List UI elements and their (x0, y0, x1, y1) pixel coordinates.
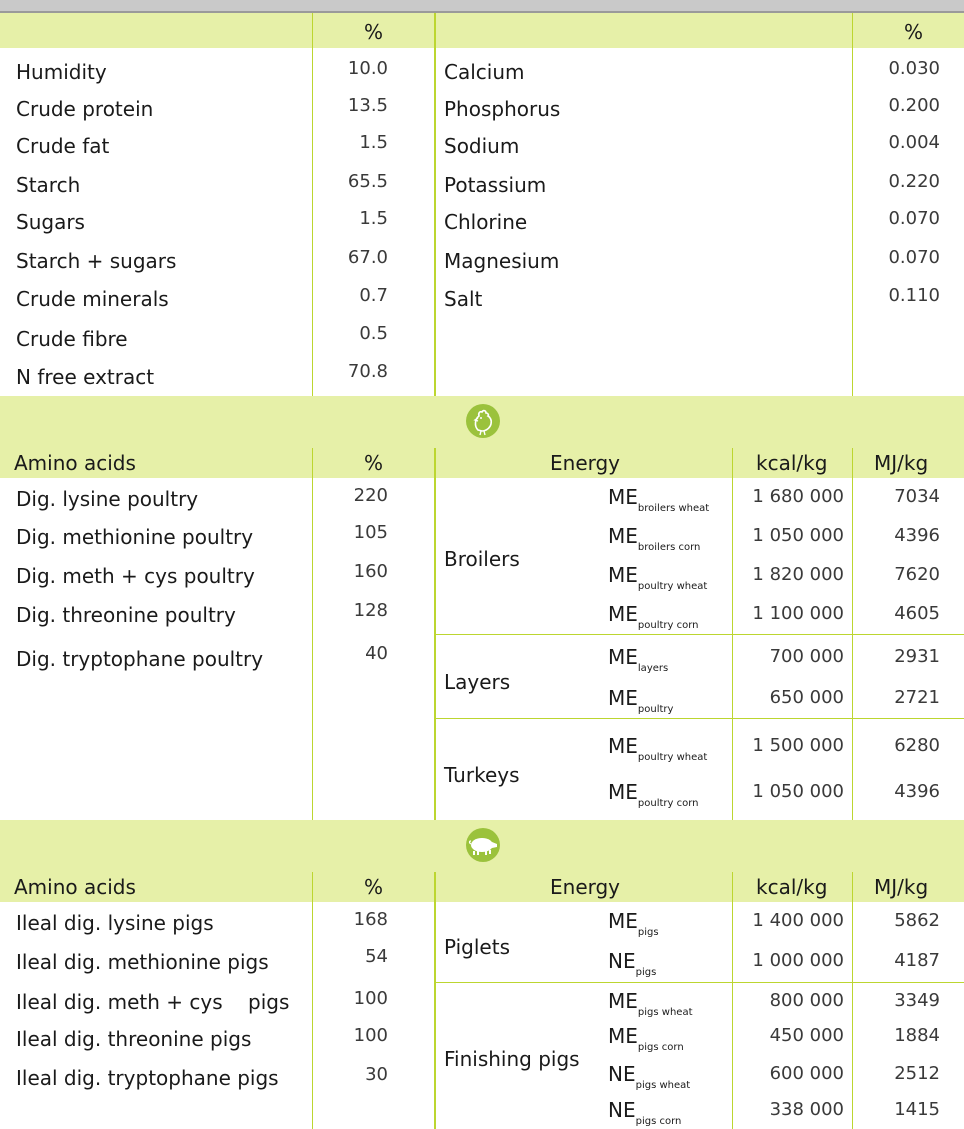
energy-row-label: $ME_{poultry wheat}$ (608, 563, 708, 592)
poultry-amino-value: 40 (365, 643, 388, 664)
energy-kcal-value: 338 000 (769, 1099, 844, 1120)
pigs-amino-label: Ileal dig. threonine pigs (16, 1027, 252, 1051)
poultry-amino-header: Amino acids (14, 451, 136, 475)
poultry-amino-value: 128 (353, 600, 388, 621)
energy-row-label: $ME_{pigs corn}$ (608, 1024, 684, 1053)
poultry-amino-label: Dig. tryptophane poultry (16, 647, 264, 671)
pigs-amino-value: 100 (353, 1025, 388, 1046)
energy-kcal-value: 650 000 (769, 687, 844, 708)
group-separator (436, 634, 964, 635)
table1-left-value: 13.5 (347, 95, 388, 116)
energy-group-label: Piglets (444, 935, 510, 959)
energy-mj-value: 2721 (894, 687, 940, 708)
energy-row-label: $ME_{pigs wheat}$ (608, 989, 693, 1018)
table1-right-pct-header: % (904, 20, 924, 44)
poultry-kcal-header: kcal/kg (756, 451, 828, 475)
table1-right-value: 0.110 (888, 285, 940, 306)
energy-kcal-value: 800 000 (769, 990, 844, 1011)
energy-row-label: $NE_{pigs corn}$ (608, 1098, 682, 1127)
energy-row-label: $NE_{pigs}$ (608, 949, 657, 978)
energy-group-label: Broilers (444, 547, 520, 571)
table1-left-value: 65.5 (347, 171, 388, 192)
table1-left-label: Crude fat (16, 134, 110, 158)
energy-mj-value: 4396 (894, 781, 940, 802)
energy-mj-value: 7034 (894, 486, 940, 507)
energy-group-label: Finishing pigs (444, 1047, 580, 1071)
energy-kcal-value: 1 680 000 (752, 486, 844, 507)
pigs-amino-label: Ileal dig. lysine pigs (16, 911, 214, 935)
poultry-amino-label: Dig. lysine poultry (16, 487, 199, 511)
energy-row-label: $NE_{pigs wheat}$ (608, 1062, 691, 1091)
poultry-amino-label: Dig. methionine poultry (16, 525, 254, 549)
table1-right-value: 0.030 (888, 58, 940, 79)
energy-kcal-value: 1 000 000 (752, 950, 844, 971)
energy-mj-value: 3349 (894, 990, 940, 1011)
rule (434, 13, 436, 396)
poultry-amino-label: Dig. threonine poultry (16, 603, 236, 627)
energy-group-label: Layers (444, 670, 511, 694)
energy-mj-value: 5862 (894, 910, 940, 931)
energy-mj-value: 1415 (894, 1099, 940, 1120)
top-bar (0, 0, 964, 13)
energy-row-label: $ME_{poultry corn}$ (608, 780, 699, 809)
energy-row-label: $ME_{pigs}$ (608, 909, 659, 938)
pigs-amino-label: Ileal dig. methionine pigs (16, 950, 269, 974)
poultry-amino-value: 220 (353, 485, 388, 506)
pigs-amino-value: 168 (353, 909, 388, 930)
table1-right-label: Magnesium (444, 249, 560, 273)
poultry-energy-header: Energy (550, 451, 621, 475)
table1-right-label: Salt (444, 287, 483, 311)
table1-left-value: 10.0 (347, 58, 388, 79)
energy-mj-value: 2931 (894, 646, 940, 667)
table1-right-value: 0.004 (888, 132, 940, 153)
energy-row-label: $ME_{layers}$ (608, 645, 669, 674)
rule (312, 448, 313, 820)
rule (852, 13, 853, 396)
table1-right-value: 0.070 (888, 247, 940, 268)
energy-kcal-value: 1 050 000 (752, 781, 844, 802)
table1-left-value: 1.5 (359, 208, 388, 229)
pigs-amino-label: Ileal dig. tryptophane pigs (16, 1066, 279, 1090)
energy-mj-value: 6280 (894, 735, 940, 756)
poultry-amino-value: 160 (353, 561, 388, 582)
rule (312, 13, 313, 396)
pigs-amino-value: 54 (365, 946, 388, 967)
pigs-kcal-header: kcal/kg (756, 875, 828, 899)
pigs-amino-label: Ileal dig. meth + cys pigs (16, 990, 290, 1014)
table1-left-label: Crude fibre (16, 327, 128, 351)
energy-kcal-value: 1 400 000 (752, 910, 844, 931)
table1-right-value: 0.070 (888, 208, 940, 229)
table1-right-value: 0.200 (888, 95, 940, 116)
table1-left-label: Starch (16, 173, 81, 197)
energy-mj-value: 4396 (894, 525, 940, 546)
pigs-pct-header: % (364, 875, 384, 899)
group-separator (436, 718, 964, 719)
energy-mj-value: 7620 (894, 564, 940, 585)
table1-left-label: N free extract (16, 365, 155, 389)
energy-row-label: $ME_{poultry corn}$ (608, 602, 699, 631)
energy-kcal-value: 1 100 000 (752, 603, 844, 624)
energy-mj-value: 2512 (894, 1063, 940, 1084)
energy-mj-value: 4605 (894, 603, 940, 624)
energy-row-label: $ME_{poultry}$ (608, 686, 674, 715)
chicken-icon (466, 404, 500, 438)
energy-mj-value: 1884 (894, 1025, 940, 1046)
table1-right-label: Calcium (444, 60, 525, 84)
energy-kcal-value: 600 000 (769, 1063, 844, 1084)
table1-left-label: Humidity (16, 60, 107, 84)
rule (312, 872, 313, 1129)
energy-kcal-value: 700 000 (769, 646, 844, 667)
energy-kcal-value: 1 050 000 (752, 525, 844, 546)
pigs-energy-header: Energy (550, 875, 621, 899)
table1-left-label: Sugars (16, 210, 85, 234)
table1-left-label: Starch + sugars (16, 249, 177, 273)
poultry-pct-header: % (364, 451, 384, 475)
energy-mj-value: 4187 (894, 950, 940, 971)
energy-group-label: Turkeys (444, 763, 520, 787)
pigs-amino-value: 100 (353, 988, 388, 1009)
table1-header-band (0, 13, 964, 48)
pigs-mj-header: MJ/kg (874, 875, 929, 899)
table1-left-value: 70.8 (347, 361, 388, 382)
table1-right-label: Chlorine (444, 210, 528, 234)
rule (732, 872, 733, 1129)
energy-row-label: $ME_{broilers corn}$ (608, 524, 701, 553)
table1-left-pct-header: % (364, 20, 384, 44)
energy-kcal-value: 1 820 000 (752, 564, 844, 585)
table1-left-value: 67.0 (347, 247, 388, 268)
pigs-amino-value: 30 (365, 1064, 388, 1085)
table1-left-label: Crude protein (16, 97, 154, 121)
table1-right-value: 0.220 (888, 171, 940, 192)
energy-kcal-value: 1 500 000 (752, 735, 844, 756)
poultry-mj-header: MJ/kg (874, 451, 929, 475)
pig-icon (466, 828, 500, 862)
table1-left-value: 1.5 (359, 132, 388, 153)
energy-row-label: $ME_{poultry wheat}$ (608, 734, 708, 763)
table1-right-label: Sodium (444, 134, 520, 158)
table1-right-label: Potassium (444, 173, 547, 197)
poultry-amino-value: 105 (353, 522, 388, 543)
energy-row-label: $ME_{broilers wheat}$ (608, 485, 710, 514)
table1-left-value: 0.7 (359, 285, 388, 306)
table1-right-label: Phosphorus (444, 97, 561, 121)
rule (434, 872, 436, 1129)
table1-left-label: Crude minerals (16, 287, 169, 311)
energy-kcal-value: 450 000 (769, 1025, 844, 1046)
rule (852, 872, 853, 1129)
table1-left-value: 0.5 (359, 323, 388, 344)
pigs-amino-header: Amino acids (14, 875, 136, 899)
group-separator (436, 982, 964, 983)
poultry-amino-label: Dig. meth + cys poultry (16, 564, 255, 588)
